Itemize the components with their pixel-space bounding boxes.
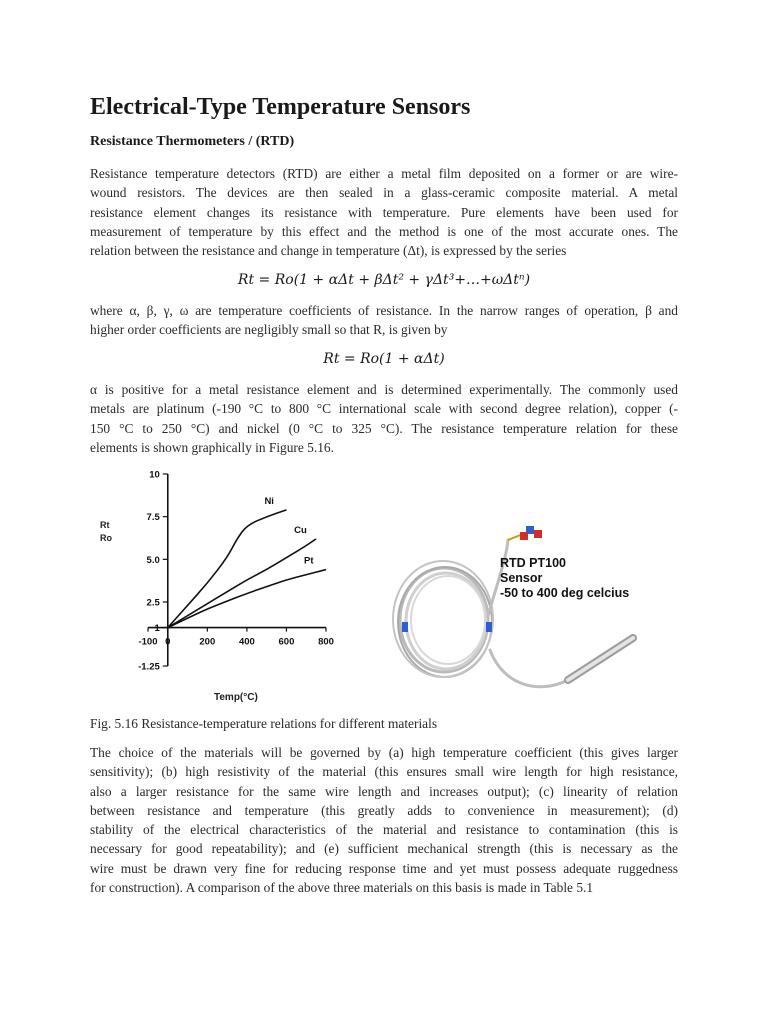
x-tick-label: 600 [278,636,295,648]
text-line: 150 °C to 250 °C) and nickel (0 °C to 325 °C). The resistance temperature relation for these [90,420,678,436]
y-tick-label: -1.25 [138,661,160,673]
x-tick-label: 0 [165,636,171,648]
page-title: Electrical-Type Temperature Sensors [90,94,471,120]
text-line: The choice of the materials will be governed by (a) high temperature coefficient (this gives larger [90,745,678,760]
text-line: measurement of temperature by this effect and the method is one of the most accurate ones. The [90,223,678,239]
paragraph-intro [90,164,678,260]
x-axis-label: Temp(°C) [214,692,258,703]
text-line: between resistance and temperature (this greatly adds to convenience in measurement); (d) [90,802,678,818]
series-label-pt: Pt [304,555,314,567]
x-tick-label: 400 [238,636,255,648]
paragraph-metals [90,380,678,457]
y-tick-label: 5.0 [146,554,160,566]
y-tick-label: 2.5 [146,597,160,609]
text-line: relation between the resistance and change in temperature (Δt), is expressed by the series [90,243,567,259]
text-line: higher order coefficients are negligibly small so that R, is given by [90,322,448,338]
series-line-pt [168,570,326,628]
text-line: for construction). A comparison of the above three materials on this basis is made in Table 5.1 [90,880,594,896]
text-line: sensitivity); (b) high resistivity of the material (this ensures small wire length for high resistance, [90,764,678,780]
text-line: stability of the electrical characteristics of the material and resistance to contamination (this is [90,822,678,838]
photo-label-line2: Sensor [500,571,543,585]
x-tick-label: -100 [138,636,158,648]
y-axis-label: Rt Ro [100,520,112,543]
text-line: also a larger resistance for the same wire length and increases output); (c) linearity of relation [90,783,678,799]
probe-image [484,638,633,688]
text-line: where α, β, γ, ω are temperature coefficients of resistance. In the narrow ranges of operation, β and [90,303,678,318]
lead-wires-image [508,526,542,540]
text-line: α is positive for a metal resistance element and is determined experimentally. The commonly used [90,382,678,397]
photo-label-line3: -50 to 400 deg celcius [500,586,630,600]
text-line: Resistance temperature detectors (RTD) are either a metal film deposited on a former or are wire- [90,166,678,181]
y-tick-label: 7.5 [146,512,160,524]
y-tick-label: 1 [154,623,160,635]
text-line: resistance element changes its resistance with temperature. Pure elements have been used for [90,204,678,220]
x-tick-label: 800 [318,636,334,648]
series-line-cu [168,539,316,628]
equation-linear: Rt = Ro(1 + αΔt) [323,351,445,367]
y-tick-label: 10 [149,469,160,481]
series-label-ni: Ni [264,495,274,507]
rtd-sensor-photo [388,520,658,710]
text-line: metals are platinum (-190 °C to 800 °C international scale with second degree relation), copper (- [90,401,678,417]
paragraph-coefficients [90,301,678,340]
x-tick-label: 200 [199,636,216,648]
text-line: wound resistors. The devices are then sealed in a glass-ceramic composite material. A metal [90,185,678,201]
equation-series: Rt = Ro(1 + αΔt + βΔt² + γΔt³+…+ωΔtⁿ) [237,272,531,288]
text-line: necessary for good repeatability); and (e) sufficient mechanical strength (this is necessary as the [90,841,678,857]
text-line: elements is shown graphically in Figure 5.16. [90,439,334,455]
paragraph-material-choice [90,743,678,897]
figure-caption: Fig. 5.16 Resistance-temperature relations for different materials [90,716,438,731]
text-line: wire must be drawn very fine for reducing response time and yet must possess adequate ruggedness [90,860,678,876]
section-heading: Resistance Thermometers / (RTD) [90,134,295,149]
series-label-cu: Cu [294,524,307,536]
photo-label-line1: RTD PT100 [500,556,566,570]
resistance-temperature-chart [86,466,356,706]
